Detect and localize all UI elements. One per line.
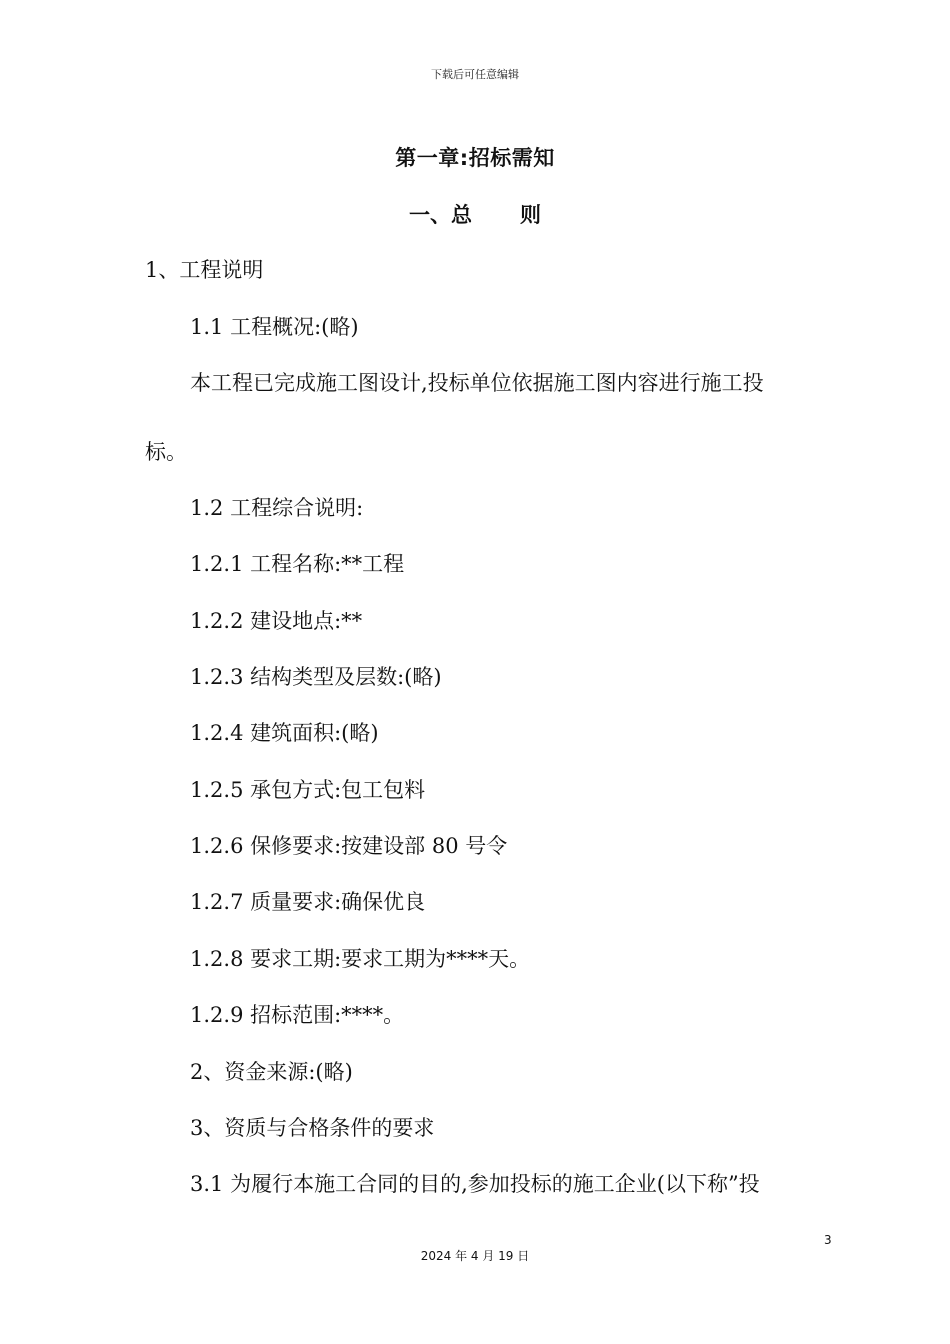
paragraph-design-complete-cont: 标。 — [145, 440, 187, 464]
footer-date: 2024 年 4 月 19 日 — [420, 1249, 530, 1263]
paragraph-comprehensive: 1.2 工程综合说明: — [190, 496, 364, 520]
paragraph-quality: 1.2.7 质量要求:确保优良 — [190, 890, 426, 914]
paragraph-structure: 1.2.3 结构类型及层数:(略) — [190, 665, 442, 689]
paragraph-project-name: 1.2.1 工程名称:**工程 — [190, 552, 405, 576]
section-title-part1: 一、总 — [409, 203, 472, 227]
paragraph-design-complete: 本工程已完成施工图设计,投标单位依据施工图内容进行施工投 — [190, 371, 764, 395]
paragraph-funding: 2、资金来源:(略) — [190, 1060, 353, 1084]
paragraph-scope: 1.2.9 招标范围:****。 — [190, 1003, 405, 1027]
chapter-title: 第一章:招标需知 — [395, 146, 555, 170]
paragraph-engineering-description: 1、工程说明 — [145, 258, 264, 282]
page-header-note: 下载后可任意编辑 — [431, 68, 519, 81]
paragraph-qualification: 3、资质与合格条件的要求 — [190, 1116, 435, 1140]
paragraph-schedule: 1.2.8 要求工期:要求工期为****天。 — [190, 947, 531, 971]
section-title — [0, 199, 950, 229]
paragraph-contract-mode: 1.2.5 承包方式:包工包料 — [190, 778, 426, 802]
paragraph-qualification-detail: 3.1 为履行本施工合同的目的,参加投标的施工企业(以下称”投 — [190, 1172, 760, 1196]
section-title-part2: 则 — [520, 203, 541, 227]
paragraph-location: 1.2.2 建设地点:** — [190, 609, 363, 633]
paragraph-area: 1.2.4 建筑面积:(略) — [190, 721, 379, 745]
paragraph-overview: 1.1 工程概况:(略) — [190, 315, 359, 339]
paragraph-warranty: 1.2.6 保修要求:按建设部 80 号令 — [190, 834, 508, 858]
page-number: 3 — [824, 1233, 832, 1247]
